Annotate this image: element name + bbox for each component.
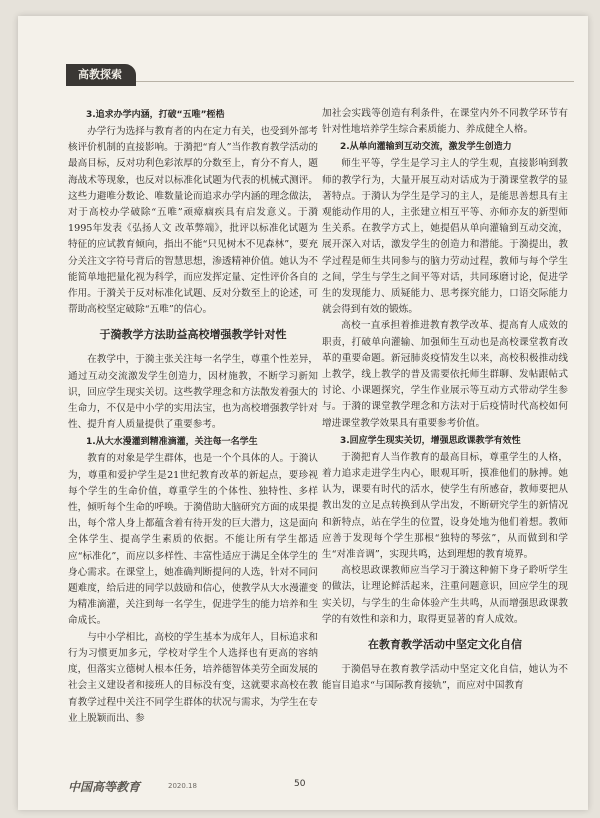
subsection-heading: 2.从单向灌输到互动交流，激发学生创造力: [340, 142, 512, 153]
paragraph: 于漪倡导在教育教学活动中坚定文化自信，她认为不能盲目追求“与国际教育接轨”，而应对中国教育: [322, 664, 568, 692]
header-rule: [66, 81, 574, 82]
page-header: [18, 60, 588, 90]
paragraph: 师生平等，学生是学习主人的学生观，直接影响到教师的教学行为，大量开展互动对话成为于漪课堂教学的显著特点。于漪认为学生是学习的主人，是能思善想具有主观能动作用的人，主张建立相互平等、亦师亦友的新型师生关系。在教学方式上，她提倡从单向灌输到互动交流，展开深入对话，激发学生的创造力和潜能。于漪提出，教学过程是师生共同参与的脑力劳动过程，教师与每个学生之间，学生与学生之间平等对话，共同琢磨讨论，促进学生的发现能力、质疑能力、思考探究能力，口语交际能力就会得到有效的锻炼。: [322, 158, 568, 316]
right-column: [322, 106, 568, 695]
subsection-heading: 3.追求办学内涵，打破“五唯”桎梏: [86, 110, 225, 120]
section-heading: 于漪教学方法助益高校增强教学针对性: [99, 328, 287, 342]
journal-title: 中国高等教育: [68, 780, 141, 794]
left-column: [68, 106, 318, 727]
paragraph: 加社会实践等创造有利条件，在课堂内外不同教学环节有针对性地培养学生综合素质能力、养成健全人格。: [322, 108, 568, 136]
issue-number: 2020.18: [168, 782, 197, 790]
section-tag: 高教探索: [66, 64, 136, 86]
section-heading: 在教育教学活动中坚定文化自信: [368, 638, 522, 652]
paragraph: 教育的对象是学生群体，也是一个个具体的人。于漪认为，尊重和爱护学生是21世纪教育改革的新起点，要珍视每个学生的生命价值，尊重学生的个体性、独特性、多样性，倾听每个生命的呼唤。于漪借助大脑研究方面的成果提出，每个常人身上都蕴含着有待开发的巨大潜力，这是面向全体学生、提高学生素质的依据。不能让所有学生都适应“标准化”，而应以多样性、丰富性适应于满足全体学生的身心需求。在课堂上，她准确判断提问的人选，针对不同问题难度，给后进的同学以鼓励和信心，使教学从大水漫灌变为精准滴灌，关注到每一名学生，促进学生的能力培养和生命成长。: [68, 453, 318, 627]
subsection-heading: 3.回应学生现实关切，增强思政课教学有效性: [340, 435, 521, 446]
paragraph: 高校思政课教师应当学习于漪这种俯下身子聆听学生的做法，让理论鲜活起来，注重问题意识，回应学生的现实关切，与学生的生命体验产生共鸣，从而增强思政课教学的有效性和亲和力，取得更显著的育人成效。: [322, 565, 568, 625]
paragraph: 高校一直承担着推进教育教学改革、提高育人成效的职责，打破单向灌输、加强师生互动也是高校课堂教育改革的重要命题。新冠肺炎疫情发生以来，高校积极推动线上教学，线上教学的普及需要依托师生群聊、发帖跟帖式讨论、小课题探究，学生作业展示等互动方式带动学生参与。于漪的课堂教学理念和方法对于后疫情时代高校如何增进课堂教学效果具有重要参考价值。: [322, 320, 568, 429]
page-number: 50: [294, 779, 306, 789]
paragraph: 与中小学相比，高校的学生基本为成年人，目标追求和行为习惯更加多元，学校对学生个人选择也有更高的容纳度，但落实立德树人根本任务，培养德智体美劳全面发展的社会主义建设者和接班人的目标没有变，这就要求高校在教育教学过程中关注不同学生群体的状况与需求，为学生在专业上脱颖而出、参: [68, 631, 318, 724]
paragraph: 在教学中，于漪主张关注每一名学生，尊重个性差异，通过互动交流激发学生创造力，因材施教，不断学习新知识，回应学生现实关切。这些教学理念和方法散发着强大的生命力，不仅是中小学的实用法宝，也为高校增强教学针对性、提升育人质量提供了重要参考。: [68, 354, 318, 431]
journal-page: [18, 16, 588, 810]
paragraph: 于漪把育人当作教育的最高目标，尊重学生的人格，着力追求走进学生内心，眼观耳听，摸准他们的脉搏。她认为，课要有时代的活水，使学生有所感奋，教师要把从教出发的立足点转换到从学出发，不断研究学生的新情况和新特点，站在学生的位置，设身处地为他们着想。教师应善于发现每个学生那根“独特的琴弦”，从而做到和学生“对准音调”，实现共鸣，达到理想的教育境界。: [322, 451, 568, 561]
paragraph: 办学行为选择与教育者的内在定力有关，也受到外部考核评价机制的直接影响。于漪把“育人”当作教育教学活动的最高目标，反对功利色彩浓厚的分数至上，育分不育人，题海战术等现象，也反对以标准化试题为代表的机械式测评。这些力避唯分数论、唯数量论而追求办学内涵的理念做法，对于高校办学破除“五唯”顽瘴痼疾具有启发意义。于漪1995年发表《弘扬人文 改革弊端》，批评以标准化试题为特征的应试教育倾向，指出不能“只见树木不见森林”，要充分关注文字符号背后的智慧思想，渗透精神价值。她认为不能简单地把量化视为科学，而应发挥定量、定性评价各自的作用。于漪关于反对标准化试题、反对分数至上的论述，可帮助高校坚定破除“五唯”的信心。: [68, 126, 318, 316]
subsection-heading: 1.从大水漫灌到精准滴灌，关注每一名学生: [86, 437, 258, 448]
page-footer: [18, 774, 588, 810]
